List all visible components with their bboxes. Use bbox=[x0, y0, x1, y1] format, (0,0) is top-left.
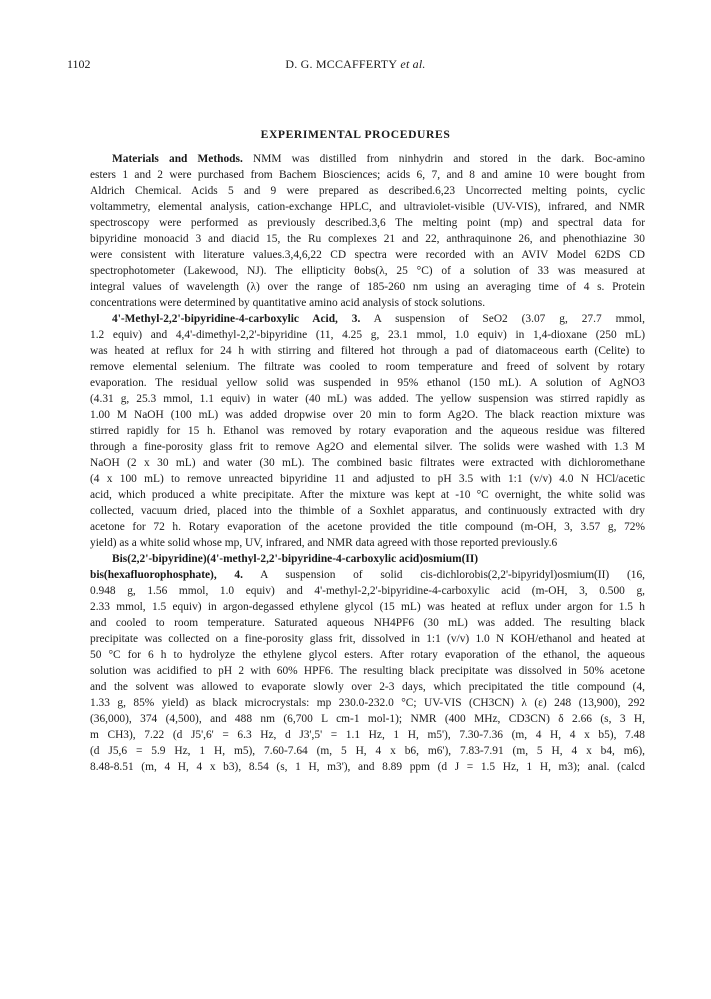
text-line: stirred rapidly for 15 h. Ethanol was removed by rotary evaporation and the aqueous residue was filtered bbox=[90, 425, 645, 437]
text-line: collected, vacuum dried, placed into the thimble of a Soxhlet apparatus, and continuously extracted with dry bbox=[90, 505, 645, 517]
page-number: 1102 bbox=[67, 57, 91, 71]
text-line: acid, which produced a white precipitate. After the mixture was kept at -10 °C overnight, the white solid was bbox=[90, 489, 645, 501]
text-line: concentrations were determined by quantitative amino acid analysis of stock solutions. bbox=[90, 297, 486, 309]
text-line: voltammetry, elemental analysis, cation-exchange HPLC, and ultraviolet-visible (UV-VIS), infrared, and NMR bbox=[90, 201, 645, 213]
text-line: and the solvent was allowed to evaporate slowly over 2-3 days, which precipitated the title compound (4, bbox=[90, 681, 645, 693]
text-line: bipyridine monoacid 3 and diacid 15, the Ru complexes 21 and 22, anthraquinone 26, and phenothiazine 30 bbox=[90, 233, 645, 245]
text-line: (d J5,6 = 5.9 Hz, 1 H, m5), 7.60-7.64 (m, 5 H, 4 x b6, m6'), 7.83-7.91 (m, 5 H, 4 x b4, m6), bbox=[90, 745, 645, 757]
text-line: solution was acidified to pH 2 with 60% HPF6. The resulting black precipitate was dissolved in 50% acetone bbox=[90, 665, 645, 677]
text-line: (4.31 g, 25.3 mmol, 1.1 equiv) in water (40 mL) was added. The yellow suspension was stirred rapidly as bbox=[90, 393, 645, 405]
text-line: yield) as a white solid whose mp, UV, infrared, and NMR data agreed with those reported previously.6 bbox=[90, 537, 558, 549]
text-line: 1.00 M NaOH (100 mL) was added dropwise over 20 min to form Ag2O. The black reaction mixture was bbox=[90, 409, 645, 421]
text-line: 4'-Methyl-2,2'-bipyridine-4-carboxylic Acid, 3. A suspension of SeO2 (3.07 g, 27.7 mmol, bbox=[112, 313, 645, 325]
text-line: precipitate was collected on a fine-porosity glass frit, dissolved in 1:1 (v/v) 1.0 N KOH/ethanol and heated at bbox=[90, 633, 645, 645]
text-line: 50 °C for 6 h to hydrolyze the ethylene glycol esters. After rotary evaporation of the ethanol, the aqueous bbox=[90, 649, 645, 661]
text-line: through a fine-porosity glass frit to remove Ag2O and elemental silver. The solids were washed with 1.3 M bbox=[90, 441, 645, 453]
text-line: integral values of wavelength (λ) over the range of 185-260 nm using an averaging time of 4 s. Protein bbox=[90, 281, 645, 293]
text-line: (36,000), 374 (4,500), and 488 nm (6,700 L cm-1 mol-1); NMR (400 MHz, CD3CN) δ 2.66 (s, 3 H, bbox=[90, 713, 645, 725]
text-line: 0.948 g, 1.56 mmol, 1.0 equiv) and 4'-methyl-2,2'-bipyridine-4-carboxylic acid (m-OH, 3, 0.500 g, bbox=[90, 585, 645, 597]
text-line: 8.48-8.51 (m, 4 H, 4 x b3), 8.54 (s, 1 H, m3'), and 8.89 ppm (d J = 1.5 Hz, 1 H, m3); anal. (calcd bbox=[90, 761, 645, 773]
running-head bbox=[67, 56, 644, 72]
text-line: NaOH (2 x 30 mL) and water (30 mL). The combined basic filtrates were extracted with dichloromethane bbox=[90, 457, 645, 469]
text-line: remove elemental selenium. The filtrate was cooled to room temperature and freed of solvent by rotary bbox=[90, 361, 645, 373]
text-line: bis(hexafluorophosphate), 4. A suspension of solid cis-dichlorobis(2,2'-bipyridyl)osmium(II) (16, bbox=[90, 569, 645, 581]
text-line: m CH3), 7.22 (d J5',6' = 6.3 Hz, d J3',5' = 1.1 Hz, 1 H, m5'), 7.30-7.36 (m, 4 H, 4 x b5), 7.48 bbox=[90, 729, 645, 741]
text-line: spectroscopy were performed as previously described.3,6 The melting point (mp) and spectral data for bbox=[90, 217, 645, 229]
text-line: were consistent with literature values.3,4,6,22 CD spectra were recorded with an AVIV Model 62DS CD bbox=[90, 249, 645, 261]
text-line: Bis(2,2'-bipyridine)(4'-methyl-2,2'-bipyridine-4-carboxylic acid)osmium(II) bbox=[112, 553, 479, 565]
running-header bbox=[67, 56, 644, 72]
text-line: 1.2 equiv) and 4,4'-dimethyl-2,2'-bipyridine (11, 4.25 g, 23.1 mmol, 1.0 equiv) in 1,4-dioxane (250 mL) bbox=[90, 329, 645, 341]
text-line: Aldrich Chemical. Acids 5 and 9 were prepared as described.6,23 Uncorrected melting points, cyclic bbox=[90, 185, 645, 197]
text-line: acetone for 72 h. Rotary evaporation of the acetone provided the title compound (m-OH, 3, 3.57 g, 72% bbox=[90, 521, 645, 533]
text-line: Materials and Methods. NMM was distilled from ninhydrin and stored in the dark. Boc-amino bbox=[112, 153, 645, 165]
text-line: evaporation. The residual yellow solid was suspended in 95% ethanol (150 mL). A solution of AgNO3 bbox=[90, 377, 645, 389]
text-line: esters 1 and 2 were purchased from Bachem Biosciences; acids 6, 7, and 8 and amine 10 were bought from bbox=[90, 169, 645, 181]
section-title: EXPERIMENTAL PROCEDURES bbox=[260, 128, 451, 141]
text-line: 1.33 g, 85% yield) as black microcrystals: mp 230.0-232.0 °C; UV-VIS (CH3CN) λ (ε) 248 (13,900), 292 bbox=[90, 697, 645, 709]
text-line: (4 x 100 mL) to remove unreacted bipyridine 11 and adjusted to pH 3.5 with 1:1 (v/v) 4.0 N HCl/acetic bbox=[90, 473, 645, 485]
text-line: 2.33 mmol, 1.5 equiv) in argon-degassed ethylene glycol (15 mL) was heated at reflux under argon for 1.5 h bbox=[90, 601, 645, 613]
running-head-etal: et al. bbox=[400, 57, 426, 71]
text-line: and cooled to room temperature. Saturated aqueous NH4PF6 (30 mL) was added. The resulting black bbox=[90, 617, 645, 629]
running-head-author: D. G. MCCAFFERTY bbox=[285, 57, 398, 71]
text-line: was heated at reflux for 24 h with stirring and filtered hot through a pad of diatomaceous earth (Celite) to bbox=[90, 345, 645, 357]
body-text bbox=[90, 151, 645, 775]
text-line: spectrophotometer (Lakewood, NJ). The ellipticity θobs(λ, 25 °C) of a solution of 33 was measured at bbox=[90, 265, 645, 277]
